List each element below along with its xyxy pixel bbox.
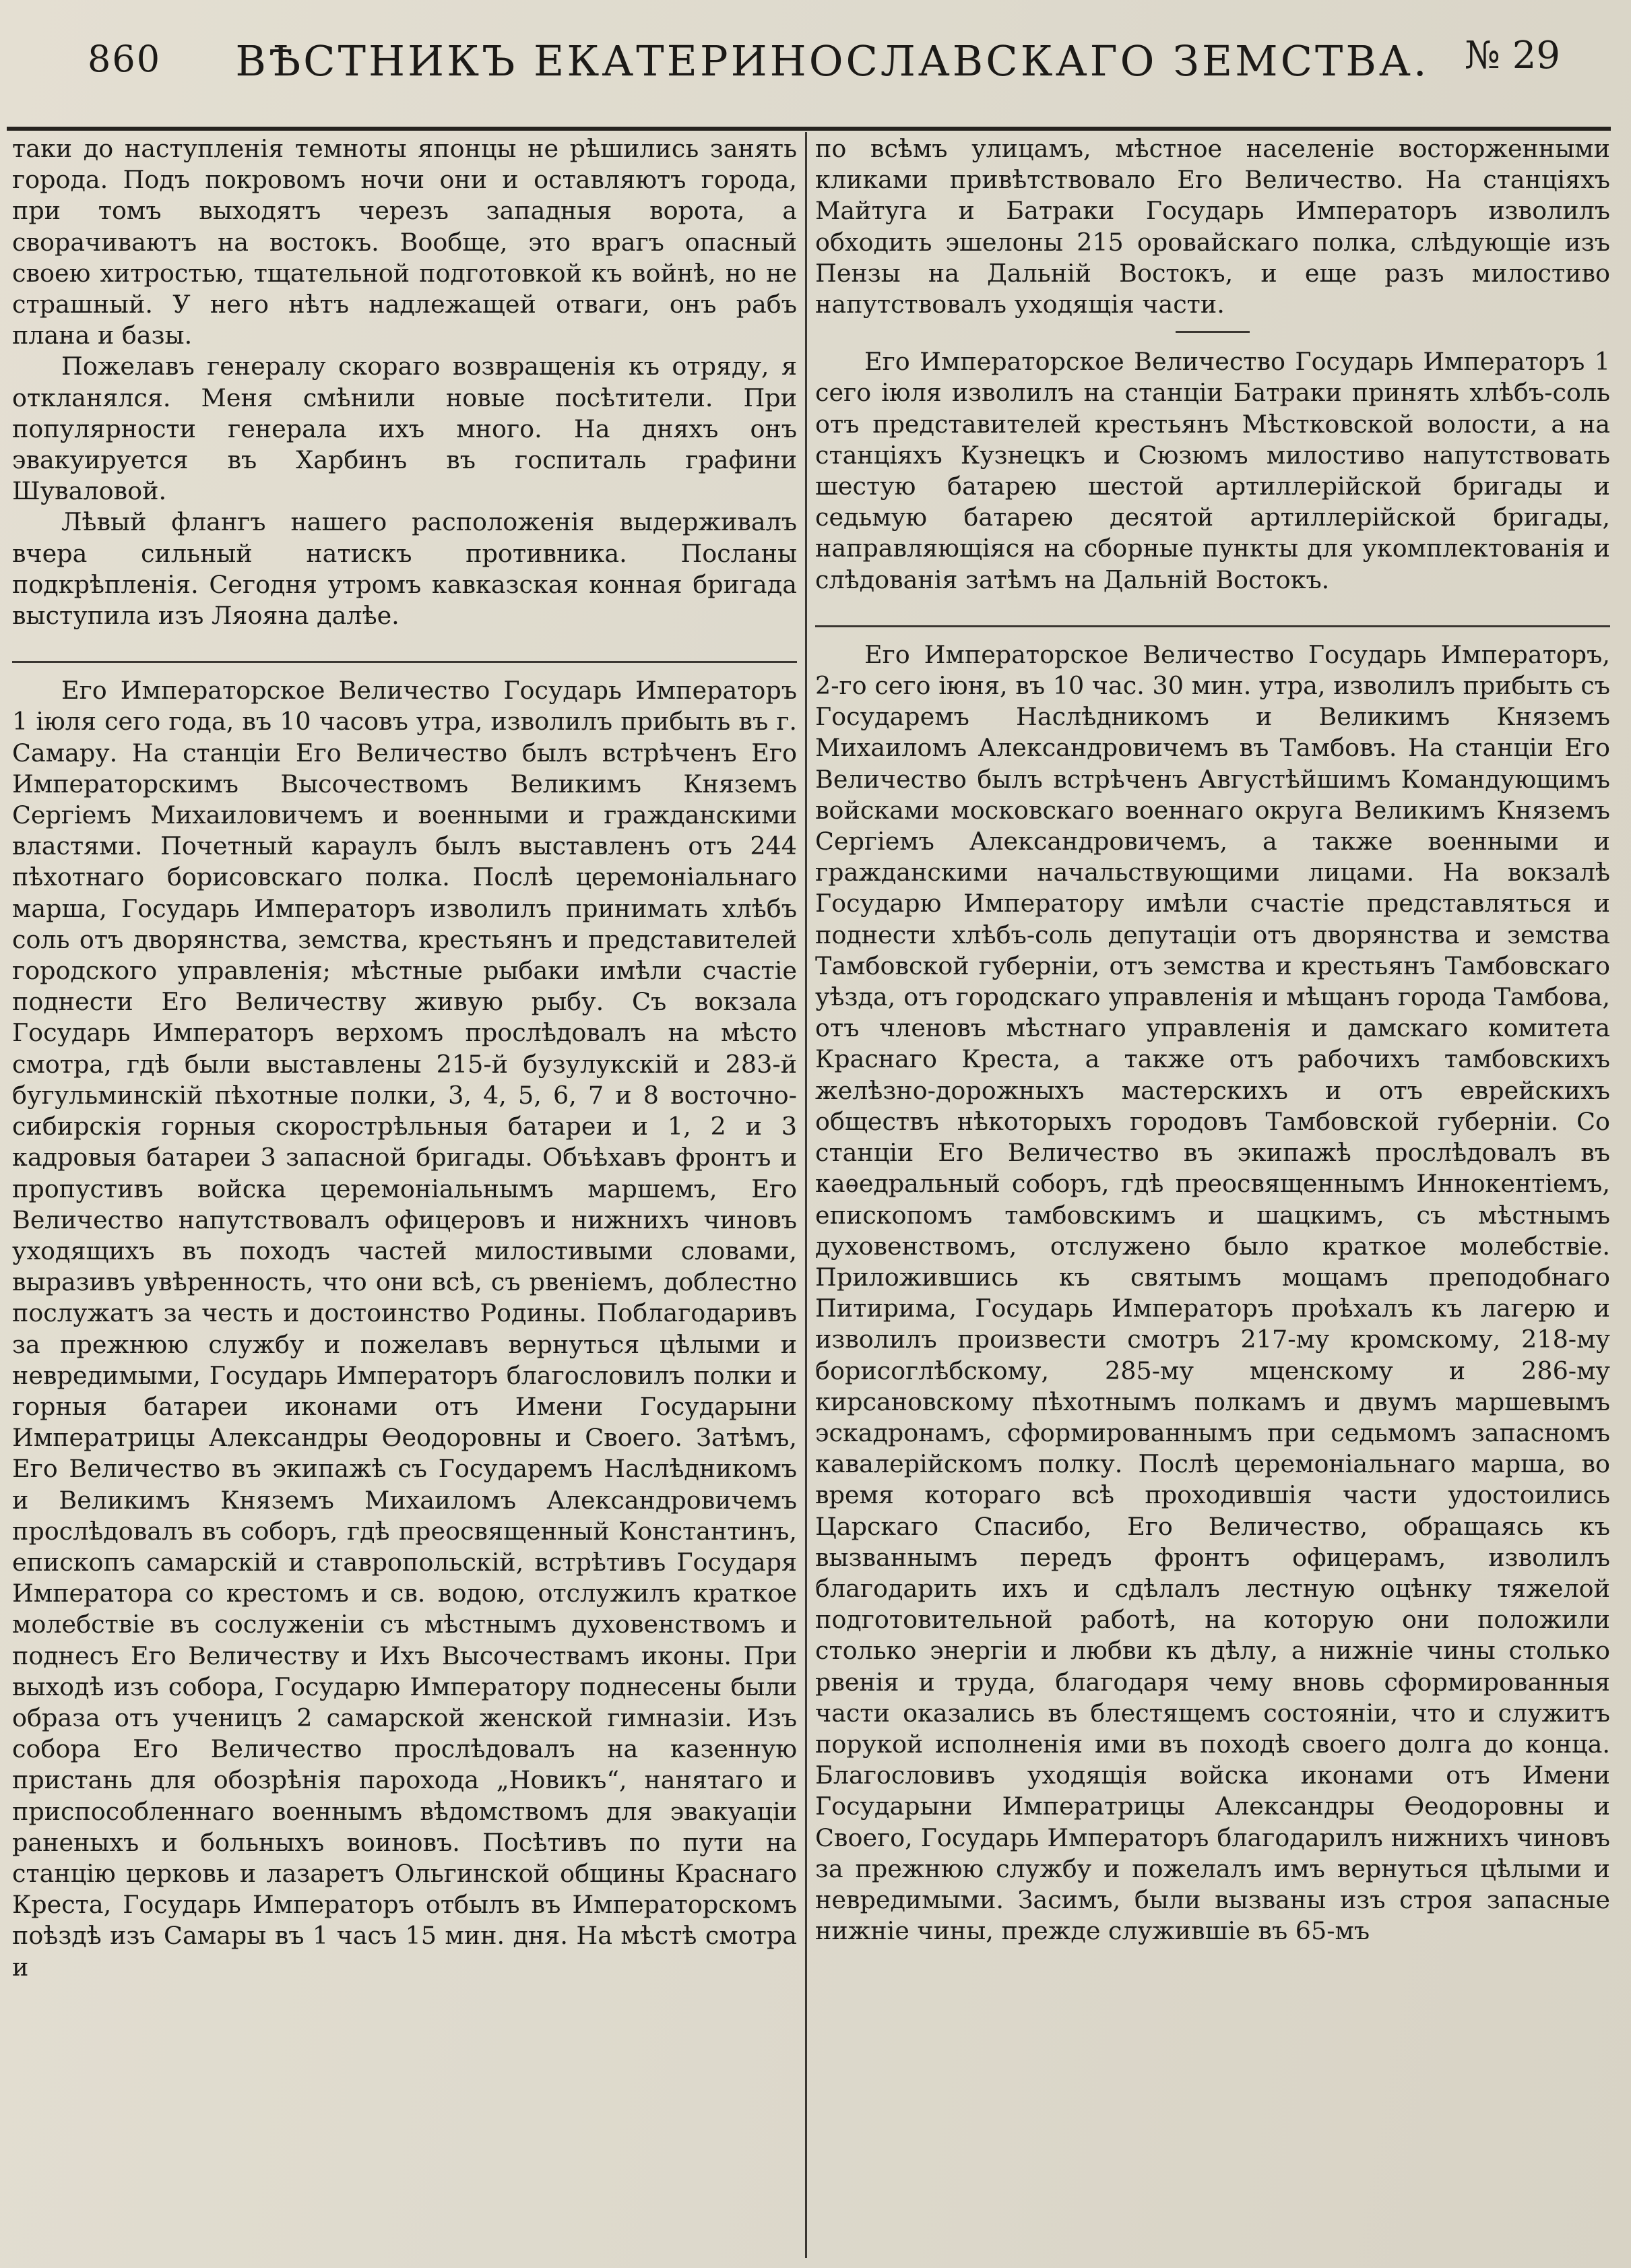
- section-rule: [12, 661, 797, 663]
- page-number: 860: [88, 38, 162, 80]
- right-column: [815, 133, 1610, 1947]
- article-paragraph: Его Императорское Величество Государь Императоръ, 2-го сего іюня, въ 10 час. 30 мин. утра, изволилъ прибыть съ Государемъ Наслѣдникомъ и Великимъ Княземъ Михаиломъ Александровичемъ въ Тамбовъ. На станціи Его Величество былъ встрѣченъ Августѣйшимъ Командующимъ войсками московскаго военнаго округа Великимъ Княземъ Сергіемъ Александровичемъ, а также военными и гражданскими начальствующими лицами. На вокзалѣ Государю Императору имѣли счастіе представляться и поднести хлѣбъ-соль депутаціи отъ дворянства и земства Тамбовской губерніи, отъ земства и крестьянъ Тамбовскаго уѣзда, отъ городскаго управленія и мѣщанъ города Тамбова, отъ членовъ мѣстнаго управленія и дамскаго комитета Краснаго Креста, а также отъ рабочихъ тамбовскихъ желѣзно-дорожныхъ мастерскихъ и отъ еврейскихъ обществъ нѣкоторыхъ городовъ Тамбовской губерніи. Со станціи Его Величество въ экипажѣ прослѣдовалъ въ каѳедральный соборъ, гдѣ преосвященнымъ Иннокентіемъ, епископомъ тамбовскимъ и шацкимъ, съ мѣстнымъ духовенствомъ, отслужено было краткое молебствіе. Приложившись къ святымъ мощамъ преподобнаго Питирима, Государь Императоръ проѣхалъ къ лагерю и изволилъ произвести смотръ 217-му кромскому, 218-му борисоглѣбскому, 285-му мценскому и 286-му кирсановскому пѣхотнымъ полкамъ и двумъ маршевымъ эскадронамъ, сформированнымъ при седьмомъ запасномъ кавалерійскомъ полку. Послѣ церемоніальнаго марша, во время котораго всѣ проходившія части удостоились Царскаго Спасибо, Его Величество, обращаясь къ вызваннымъ передъ фронтъ офицерамъ, изволилъ благодарить ихъ и сдѣлалъ лестную оцѣнку тяжелой подготовительной работѣ, на которую они положили столько энергіи и любви къ дѣлу, а нижніе чины столько рвенія и труда, благодаря чему вновь сформированныя части оказались въ блестящемъ состояніи, что и служитъ порукой исполненія ими въ походѣ своего долга до конца. Благословивъ уходящія войска иконами отъ Имени Государыни Императрицы Александры Ѳеодоровны и Своего, Государь Императоръ благодарилъ нижнихъ чиновъ за прежнюю службу и пожелалъ имъ вернуться цѣлыми и невредимыми. Засимъ, были вызваны изъ строя запасные нижніе чины, прежде служившіе въ 65-мъ: [815, 639, 1610, 1946]
- section-rule: [815, 625, 1610, 627]
- section-rule: [1176, 331, 1250, 333]
- article-paragraph: Его Императорское Величество Государь Императоръ 1 сего іюля изволилъ на станціи Батраки принять хлѣбъ-соль отъ представителей крестьянъ Мѣстковской волости, а на станціяхъ Кузнецкъ и Сюзюмъ милостиво напутствовать шестую батарею шестой артиллерійской бригады и седьмую батарею десятой артиллерійской бригады, направляющіяся на сборные пункты для укомплектованія и слѣдованія затѣмъ на Дальній Востокъ.: [815, 347, 1610, 594]
- column-divider: [805, 132, 807, 2258]
- article-paragraph: Лѣвый флангъ нашего расположенія выдерживалъ вчера сильный натискъ противника. Посланы подкрѣпленія. Сегодня утромъ кавказская конная бригада выступила изъ Ляояна далѣе.: [12, 507, 797, 631]
- page-header: [74, 32, 1591, 100]
- left-column: [12, 133, 797, 1983]
- journal-title: ВѢСТНИКЪ ЕКАТЕРИНОСЛАВСКАГО ЗЕМСТВА.: [235, 36, 1430, 86]
- article-paragraph: по всѣмъ улицамъ, мѣстное населеніе восторженными кликами привѣтствовало Его Величество. На станціяхъ Майтуга и Батраки Государь Императоръ изволилъ обходить эшелоны 215 оровайскаго полка, слѣдующіе изъ Пензы на Дальній Востокъ, и еще разъ милостиво напутствовалъ уходящія части.: [815, 134, 1610, 319]
- article-paragraph: таки до наступленія темноты японцы не рѣшились занять города. Подъ покровомъ ночи они и оставляютъ города, при томъ выходятъ черезъ западныя ворота, а сворачиваютъ на востокъ. Вообще, это врагъ опасный своею хитростью, тщательной подготовкой къ войнѣ, но не страшный. У него нѣтъ надлежащей отваги, онъ рабъ плана и базы.: [12, 134, 797, 350]
- header-rule: [7, 127, 1611, 131]
- article-paragraph: Пожелавъ генералу скораго возвращенія къ отряду, я откланялся. Меня смѣнили новые посѣтители. При популярности генерала ихъ много. На дняхъ онъ эвакуируется въ Харбинъ въ госпиталь графини Шуваловой.: [12, 352, 797, 506]
- issue-number: № 29: [1464, 34, 1560, 77]
- article-paragraph: Его Императорское Величество Государь Императоръ 1 іюля сего года, въ 10 часовъ утра, изволилъ прибыть въ г. Самару. На станціи Его Величество былъ встрѣченъ Его Императорскимъ Высочествомъ Великимъ Княземъ Сергіемъ Михаиловичемъ и военными и гражданскими властями. Почетный караулъ былъ выставленъ отъ 244 пѣхотнаго борисовскаго полка. Послѣ церемоніальнаго марша, Государь Императоръ изволилъ принимать хлѣбъ соль отъ дворянства, земства, крестьянъ и представителей городского управленія; мѣстные рыбаки имѣли счастіе поднести Его Величеству живую рыбу. Съ вокзала Государь Императоръ верхомъ прослѣдовалъ на мѣсто смотра, гдѣ были выставлены 215-й бузулукскій и 283-й бугульминскій пѣхотные полки, 3, 4, 5, 6, 7 и 8 восточно-сибирскія горныя скорострѣльныя батареи и 1, 2 и 3 кадровыя батареи 3 запасной бригады. Объѣхавъ фронтъ и пропустивъ войска церемоніальнымъ маршемъ, Его Величество напутствовалъ офицеровъ и нижнихъ чиновъ уходящихъ въ походъ частей милостивыми словами, выразивъ увѣренность, что они всѣ, съ рвеніемъ, доблестно послужатъ за честь и достоинство Родины. Поблагодаривъ за прежнюю службу и пожелавъ вернуться цѣлыми и невредимыми, Государь Императоръ благословилъ полки и горныя батареи иконами отъ Имени Государыни Императрицы Александры Ѳеодоровны и Своего. Затѣмъ, Его Величество въ экипажѣ съ Государемъ Наслѣдникомъ и Великимъ Княземъ Михаиломъ Александровичемъ прослѣдовалъ въ соборъ, гдѣ преосвященный Константинъ, епископъ самарскій и ставропольскій, встрѣтивъ Государя Императора со крестомъ и св. водою, отслужилъ краткое молебствіе въ сослуженіи съ мѣстнымъ духовенствомъ и поднесъ Его Величеству и Ихъ Высочествамъ иконы. При выходѣ изъ собора, Государю Императору поднесены были образа отъ ученицъ 2 самарской женской гимназіи. Изъ собора Его Величество прослѣдовалъ на казенную пристань для обозрѣнія парохода „Новикъ“, нанятаго и приспособленнаго военнымъ вѣдомствомъ для эвакуаціи раненыхъ и больныхъ воиновъ. Посѣтивъ по пути на станцію церковь и лазаретъ Ольгинской общины Краснаго Креста, Государь Императоръ отбылъ въ Императорскомъ поѣздѣ изъ Самары въ 1 часъ 15 мин. дня. На мѣстѣ смотра и: [12, 676, 797, 1982]
